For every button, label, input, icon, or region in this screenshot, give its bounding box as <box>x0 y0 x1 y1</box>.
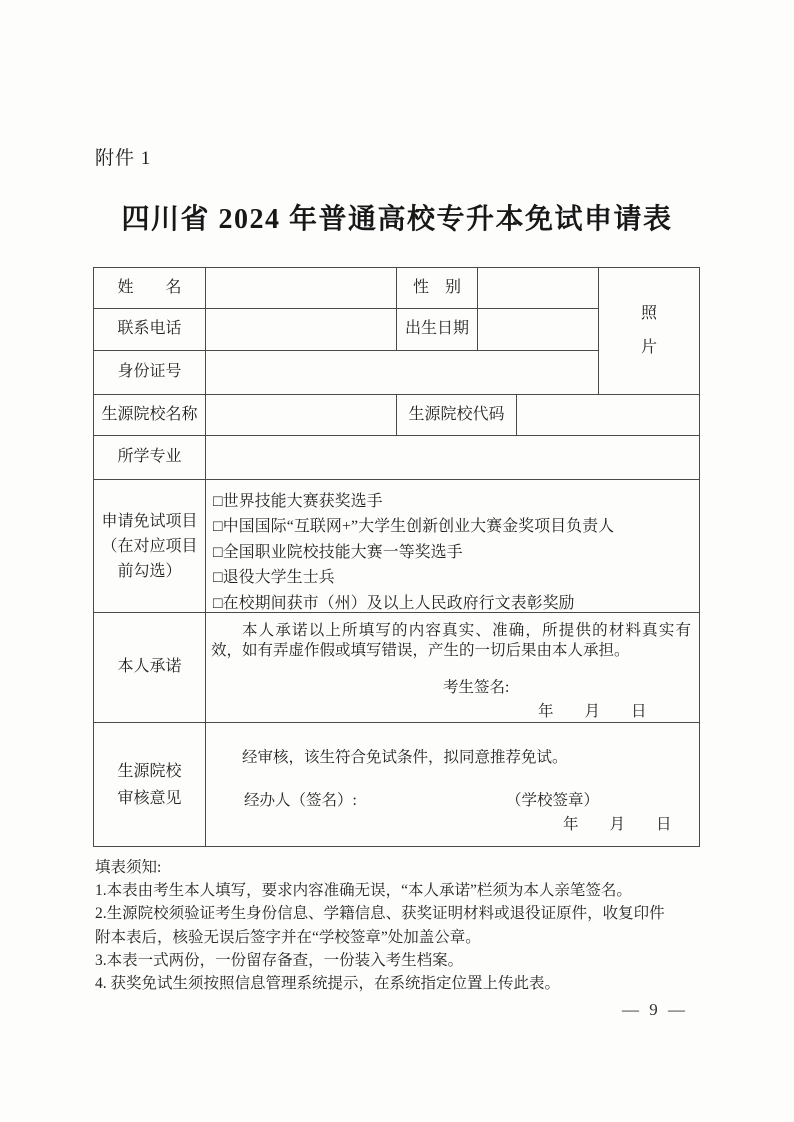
birth-date-field <box>478 309 599 351</box>
major-field <box>206 436 699 480</box>
photo-label: 照片 <box>640 305 657 356</box>
contact-phone-label: 联系电话 <box>94 309 206 351</box>
review-date-label: 年 月 日 <box>563 816 672 833</box>
note-line: 1.本表由考生本人填写，要求内容准确无误，“本人承诺”栏须为本人亲笔签名。 <box>95 882 632 900</box>
exemption-label-line1: 申请免试项目 <box>101 512 198 530</box>
exemption-option <box>213 514 614 539</box>
checkbox-icon: □ <box>213 518 223 536</box>
exemption-options-list <box>206 480 699 613</box>
exemption-label-line3: 前勾选） <box>117 562 182 580</box>
name-label: 姓 名 <box>94 268 206 309</box>
review-section-label <box>94 723 206 846</box>
exemption-label-line2: （在对应项目 <box>101 537 198 555</box>
review-label-line2: 审核意见 <box>117 789 182 807</box>
name-field <box>206 268 397 309</box>
note-line: 附本表后，核验无误后签字并在“学校签章”处加盖公章。 <box>95 928 481 946</box>
page-title: 四川省 2024 年普通高校专升本免试申请表 <box>121 204 673 235</box>
origin-school-code-field <box>517 395 699 436</box>
id-number-label: 身份证号 <box>94 351 206 395</box>
exemption-option-label: 中国国际“互联网+”大学生创新创业大赛金奖项目负责人 <box>222 518 615 536</box>
review-content <box>206 723 699 846</box>
notes-heading: 填表须知: <box>95 859 162 876</box>
handler-signature-label: 经办人（签名）: <box>244 792 357 809</box>
exemption-option-label: 在校期间获市（州）及以上人民政府行文表彰奖励 <box>222 594 575 612</box>
school-seal-label: （学校签章） <box>506 792 600 809</box>
attachment-label: 附件 1 <box>95 148 152 169</box>
photo-cell <box>599 268 699 395</box>
gender-field <box>478 268 599 309</box>
checkbox-icon: □ <box>213 493 223 510</box>
exemption-option-label: 退役大学生士兵 <box>222 569 335 587</box>
commitment-label: 本人承诺 <box>94 613 206 723</box>
origin-school-code-label: 生源院校代码 <box>397 395 517 436</box>
exemption-option <box>213 565 335 590</box>
review-text: 经审核，该生符合免试条件，拟同意推荐免试。 <box>242 749 568 766</box>
review-label-line1: 生源院校 <box>117 762 182 780</box>
id-number-field <box>206 351 599 395</box>
checkbox-icon: □ <box>213 543 223 561</box>
exemption-option <box>213 540 463 565</box>
checkbox-icon: □ <box>213 569 223 587</box>
exemption-section-label <box>94 480 206 613</box>
exemption-option <box>213 489 383 514</box>
note-line: 4. 获奖免试生须按照信息管理系统提示，在系统指定位置上传此表。 <box>95 975 561 993</box>
exemption-option-label: 全国职业院校技能大赛一等奖选手 <box>222 543 463 561</box>
note-line: 2.生源院校须验证考生身份信息、学籍信息、获奖证明材料或退役证原件，收复印件 <box>95 905 665 923</box>
major-label: 所学专业 <box>94 436 206 480</box>
page-number: — 9 — <box>622 1000 685 1019</box>
birth-date-label: 出生日期 <box>397 309 478 351</box>
form-notes <box>95 856 730 995</box>
commitment-content <box>206 613 699 723</box>
exemption-option-label: 世界技能大赛获奖选手 <box>222 493 383 510</box>
origin-school-name-label: 生源院校名称 <box>94 395 206 436</box>
commitment-text: 本人承诺以上所填写的内容真实、准确，所提供的材料真实有效，如有弄虚作假或填写错误，产生的一切后果由本人承担。 <box>211 622 691 659</box>
contact-phone-field <box>206 309 397 351</box>
origin-school-name-field <box>206 395 397 436</box>
checkbox-icon: □ <box>213 594 223 612</box>
candidate-signature-label: 考生签名: <box>443 679 510 696</box>
application-form-table <box>93 267 700 847</box>
note-line: 3.本表一式两份，一份留存备查，一份装入考生档案。 <box>95 951 464 969</box>
gender-label: 性 别 <box>397 268 478 309</box>
commitment-date-label: 年 月 日 <box>538 703 647 720</box>
